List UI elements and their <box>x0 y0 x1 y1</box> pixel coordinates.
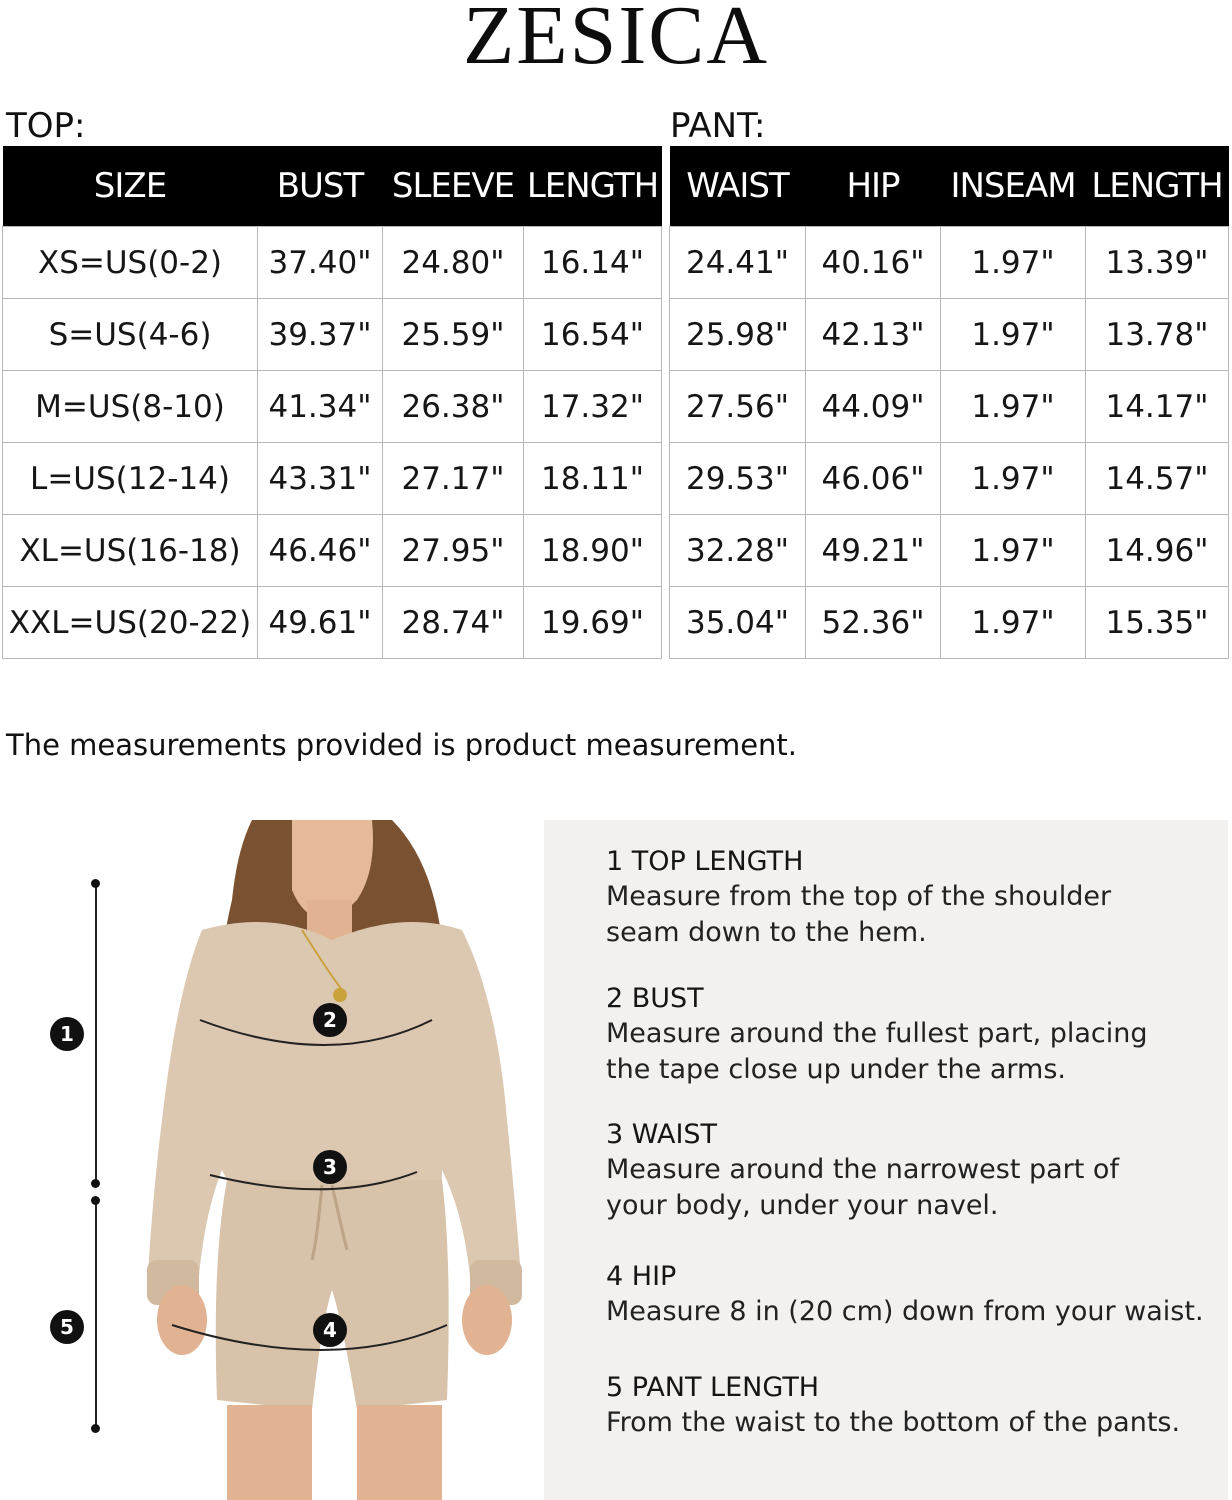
right-hand <box>462 1285 512 1355</box>
table-cell: 1.97" <box>941 227 1086 299</box>
top-size-table <box>2 146 662 659</box>
table-cell: 19.69" <box>524 587 662 659</box>
guide-dot <box>91 1196 100 1205</box>
table-cell: 46.46" <box>258 515 383 587</box>
table-cell: S=US(4-6) <box>3 299 258 371</box>
table-row <box>670 371 1229 443</box>
table-cell: 27.56" <box>670 371 806 443</box>
table-row <box>3 227 662 299</box>
pant-length-guide-line <box>95 1200 97 1428</box>
guide-dot <box>91 1179 100 1188</box>
table-cell: 1.97" <box>941 515 1086 587</box>
top-size-table-wrap <box>2 146 662 659</box>
table-cell: 39.37" <box>258 299 383 371</box>
top-header-length: LENGTH <box>524 146 662 227</box>
table-cell: 25.59" <box>383 299 524 371</box>
table-cell: XXL=US(20-22) <box>3 587 258 659</box>
pant-size-table-wrap <box>669 146 1229 659</box>
table-cell: 1.97" <box>941 587 1086 659</box>
badge-top-length: 1 <box>50 1017 84 1051</box>
table-cell: 46.06" <box>806 443 941 515</box>
right-leg <box>357 1405 442 1500</box>
table-cell: XS=US(0-2) <box>3 227 258 299</box>
table-cell: 16.14" <box>524 227 662 299</box>
left-hand <box>157 1285 207 1355</box>
pant-section-label: PANT: <box>670 106 766 146</box>
pant-size-table <box>669 146 1229 659</box>
table-cell: 26.38" <box>383 371 524 443</box>
guide-desc-line: Measure around the fullest part, placing <box>606 1018 1148 1049</box>
table-cell: 27.17" <box>383 443 524 515</box>
top-header-sleeve: SLEEVE <box>383 146 524 227</box>
guide-desc-line: Measure from the top of the shoulder <box>606 881 1112 912</box>
guide-item-hip <box>606 1260 1216 1330</box>
table-cell: 41.34" <box>258 371 383 443</box>
guide-item-bust <box>606 982 1216 1088</box>
guide-title: 4 HIP <box>606 1261 677 1292</box>
table-row <box>670 515 1229 587</box>
necklace-pendant <box>333 988 347 1002</box>
pant-header-hip: HIP <box>806 146 941 227</box>
table-cell: 18.11" <box>524 443 662 515</box>
table-cell: 42.13" <box>806 299 941 371</box>
table-cell: 32.28" <box>670 515 806 587</box>
table-cell: 49.61" <box>258 587 383 659</box>
brand-logo: ZESICA <box>463 0 769 82</box>
badge-waist: 3 <box>313 1150 347 1184</box>
table-cell: 29.53" <box>670 443 806 515</box>
guide-desc-line: From the waist to the bottom of the pants. <box>606 1407 1181 1438</box>
top-section-label: TOP: <box>6 106 86 146</box>
table-cell: M=US(8-10) <box>3 371 258 443</box>
badge-hip: 4 <box>313 1313 347 1347</box>
table-cell: 52.36" <box>806 587 941 659</box>
badge-pant-length: 5 <box>50 1310 84 1344</box>
table-row <box>670 227 1229 299</box>
top-length-guide-line <box>95 883 97 1183</box>
table-cell: 1.97" <box>941 371 1086 443</box>
pant-header-inseam: INSEAM <box>941 146 1086 227</box>
table-cell: 25.98" <box>670 299 806 371</box>
table-cell: L=US(12-14) <box>3 443 258 515</box>
table-cell: 24.41" <box>670 227 806 299</box>
pant-table-header-row <box>670 146 1229 227</box>
table-cell: 1.97" <box>941 299 1086 371</box>
top-header-bust: BUST <box>258 146 383 227</box>
table-cell: 17.32" <box>524 371 662 443</box>
guide-desc-line: seam down to the hem. <box>606 917 927 948</box>
measurement-guide-panel <box>544 820 1228 1500</box>
measurement-note: The measurements provided is product measurement. <box>6 728 798 762</box>
badge-bust: 2 <box>313 1003 347 1037</box>
table-cell: 18.90" <box>524 515 662 587</box>
guide-desc-line: Measure 8 in (20 cm) down from your waist. <box>606 1296 1204 1327</box>
table-cell: XL=US(16-18) <box>3 515 258 587</box>
table-cell: 40.16" <box>806 227 941 299</box>
guide-title: 5 PANT LENGTH <box>606 1372 820 1403</box>
table-row <box>3 371 662 443</box>
guide-title: 3 WAIST <box>606 1119 718 1150</box>
top-header-size: SIZE <box>3 146 258 227</box>
table-cell: 1.97" <box>941 443 1086 515</box>
guide-item-pant-length <box>606 1371 1216 1441</box>
left-leg <box>227 1405 312 1500</box>
guide-dot <box>91 1424 100 1433</box>
guide-item-top-length <box>606 845 1216 951</box>
pant-header-length: LENGTH <box>1086 146 1229 227</box>
table-cell: 24.80" <box>383 227 524 299</box>
table-cell: 35.04" <box>670 587 806 659</box>
table-row <box>3 299 662 371</box>
guide-desc-line: the tape close up under the arms. <box>606 1054 1066 1085</box>
table-row <box>3 587 662 659</box>
table-cell: 44.09" <box>806 371 941 443</box>
table-row <box>670 587 1229 659</box>
shorts-shape <box>216 1180 449 1410</box>
guide-item-waist <box>606 1118 1216 1224</box>
table-cell: 49.21" <box>806 515 941 587</box>
table-cell: 14.57" <box>1086 443 1229 515</box>
table-cell: 14.17" <box>1086 371 1229 443</box>
table-cell: 27.95" <box>383 515 524 587</box>
guide-title: 2 BUST <box>606 983 704 1014</box>
guide-title: 1 TOP LENGTH <box>606 846 804 877</box>
table-row <box>3 443 662 515</box>
table-cell: 37.40" <box>258 227 383 299</box>
top-table-header-row <box>3 146 662 227</box>
guide-desc-line: Measure around the narrowest part of <box>606 1154 1119 1185</box>
table-cell: 14.96" <box>1086 515 1229 587</box>
table-cell: 13.39" <box>1086 227 1229 299</box>
table-cell: 28.74" <box>383 587 524 659</box>
table-cell: 13.78" <box>1086 299 1229 371</box>
guide-desc-line: your body, under your navel. <box>606 1190 999 1221</box>
table-cell: 43.31" <box>258 443 383 515</box>
table-row <box>670 299 1229 371</box>
table-row <box>670 443 1229 515</box>
pant-header-waist: WAIST <box>670 146 806 227</box>
table-row <box>3 515 662 587</box>
table-cell: 15.35" <box>1086 587 1229 659</box>
guide-dot <box>91 879 100 888</box>
table-cell: 16.54" <box>524 299 662 371</box>
